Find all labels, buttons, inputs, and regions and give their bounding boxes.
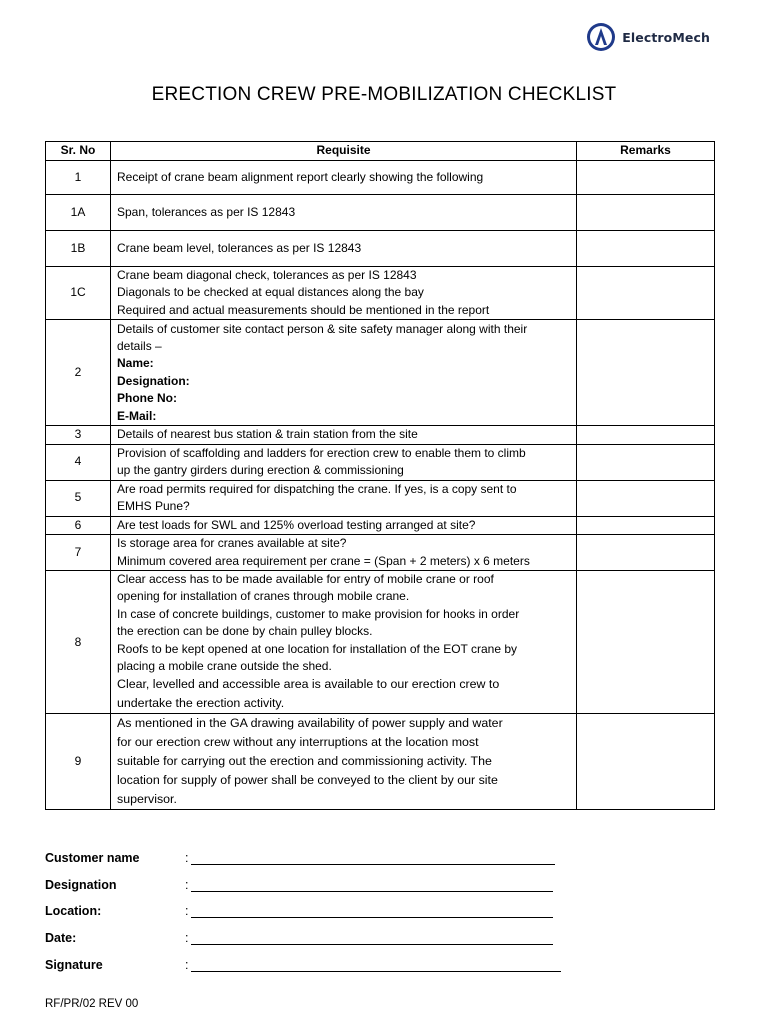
table-header-row — [46, 142, 715, 161]
requisite-line: location for supply of power shall be conveyed to the client by our site — [117, 773, 498, 788]
row-sr-no: 9 — [46, 714, 111, 810]
form-row — [45, 865, 561, 892]
brand-logo — [586, 22, 710, 52]
row-sr-no: 3 — [46, 426, 111, 444]
row-requisite — [111, 195, 577, 231]
page-title: ERECTION CREW PRE-MOBILIZATION CHECKLIST — [151, 84, 617, 105]
requisite-line: Clear, levelled and accessible area is available to our erection crew to — [117, 677, 500, 692]
row-requisite — [111, 267, 577, 320]
row-remarks-cell[interactable] — [577, 161, 715, 195]
row-remarks-cell[interactable] — [577, 516, 715, 534]
requisite-line: EMHS Pune? — [117, 499, 190, 514]
row-remarks-cell[interactable] — [577, 231, 715, 267]
row-remarks-cell[interactable] — [577, 320, 715, 426]
requisite-line: suitable for carrying out the erection and commissioning activity. The — [117, 754, 492, 769]
table-row — [46, 571, 715, 714]
table-row — [46, 195, 715, 231]
requisite-line: opening for installation of cranes through mobile crane. — [117, 589, 410, 604]
row-remarks-cell[interactable] — [577, 571, 715, 714]
table-row — [46, 426, 715, 444]
row-sr-no: 6 — [46, 516, 111, 534]
table-row — [46, 231, 715, 267]
row-requisite — [111, 426, 577, 444]
requisite-line: Crane beam level, tolerances as per IS 12843 — [117, 240, 362, 255]
requisite-line: Details of customer site contact person & site safety manager along with their — [117, 321, 528, 336]
requisite-line: undertake the erection activity. — [117, 696, 285, 711]
form-fill-line[interactable] — [191, 931, 553, 945]
requisite-line: Crane beam diagonal check, tolerances as per IS 12843 — [117, 268, 417, 282]
requisite-line: Are test loads for SWL and 125% overload testing arranged at site? — [117, 517, 476, 532]
row-remarks-cell[interactable] — [577, 535, 715, 571]
requisite-line: Minimum covered area requirement per crane = (Span + 2 meters) x 6 meters — [117, 553, 530, 568]
requisite-line: Span, tolerances as per IS 12843 — [117, 204, 296, 219]
row-sr-no: 4 — [46, 444, 111, 480]
row-remarks-cell[interactable] — [577, 267, 715, 320]
form-label: Date: — [45, 931, 77, 946]
requisite-line: Phone No: — [117, 391, 177, 406]
form-row — [45, 838, 561, 865]
form-row — [45, 918, 561, 945]
row-sr-no: 1A — [46, 195, 111, 231]
form-label: Designation — [45, 877, 117, 892]
form-colon: : — [185, 904, 189, 919]
row-requisite — [111, 480, 577, 516]
row-requisite — [111, 516, 577, 534]
form-colon: : — [185, 877, 189, 892]
form-colon: : — [185, 850, 189, 865]
checklist-table — [45, 141, 715, 810]
form-row — [45, 945, 561, 972]
requisite-line: supervisor. — [117, 792, 177, 807]
table-row — [46, 714, 715, 810]
row-sr-no: 1C — [46, 267, 111, 320]
row-requisite — [111, 231, 577, 267]
requisite-line: Receipt of crane beam alignment report clearly showing the following — [117, 169, 484, 184]
header-sr-no: Sr. No — [46, 142, 111, 161]
row-sr-no: 7 — [46, 535, 111, 571]
form-fill-line[interactable] — [191, 904, 553, 918]
requisite-line: the erection can be done by chain pulley blocks. — [117, 624, 373, 639]
row-remarks-cell[interactable] — [577, 480, 715, 516]
requisite-line: Are road permits required for dispatching the crane. If yes, is a copy sent to — [117, 481, 517, 496]
table-row — [46, 320, 715, 426]
form-label: Signature — [45, 957, 103, 972]
table-row — [46, 444, 715, 480]
requisite-line: Designation: — [117, 373, 190, 388]
requisite-line: E-Mail: — [117, 408, 157, 423]
requisite-line: Required and actual measurements should be mentioned in the report — [117, 302, 490, 317]
table-row — [46, 535, 715, 571]
electromech-logo-icon — [586, 22, 616, 52]
document-revision: RF/PR/02 REV 00 — [45, 998, 139, 1010]
row-remarks-cell[interactable] — [577, 444, 715, 480]
row-requisite — [111, 444, 577, 480]
form-colon: : — [185, 931, 189, 946]
table-row — [46, 267, 715, 320]
row-requisite — [111, 161, 577, 195]
table-row — [46, 161, 715, 195]
requisite-line: for our erection crew without any interruptions at the location most — [117, 735, 479, 750]
row-remarks-cell[interactable] — [577, 426, 715, 444]
table-row — [46, 480, 715, 516]
row-requisite — [111, 714, 577, 810]
requisite-line: In case of concrete buildings, customer to make provision for hooks in order — [117, 606, 520, 621]
row-remarks-cell[interactable] — [577, 714, 715, 810]
requisite-line: As mentioned in the GA drawing availability of power supply and water — [117, 716, 503, 731]
form-fill-line[interactable] — [191, 878, 553, 892]
requisite-line: Diagonals to be checked at equal distances along the bay — [117, 285, 424, 300]
table-row — [46, 516, 715, 534]
form-fill-line[interactable] — [191, 958, 561, 972]
header-remarks: Remarks — [577, 142, 715, 161]
requisite-line: details – — [117, 338, 162, 353]
requisite-line: Name: — [117, 356, 154, 371]
row-sr-no: 1B — [46, 231, 111, 267]
row-requisite — [111, 535, 577, 571]
form-label: Location: — [45, 904, 102, 919]
row-requisite — [111, 320, 577, 426]
row-remarks-cell[interactable] — [577, 195, 715, 231]
requisite-line: Clear access has to be made available for entry of mobile crane or roof — [117, 572, 494, 587]
row-sr-no: 2 — [46, 320, 111, 426]
requisite-line: Is storage area for cranes available at site? — [117, 536, 347, 551]
brand-name: ElectroMech — [622, 29, 710, 45]
form-colon: : — [185, 957, 189, 972]
row-sr-no: 1 — [46, 161, 111, 195]
form-row — [45, 892, 561, 919]
form-label: Customer name — [45, 850, 140, 865]
row-requisite — [111, 571, 577, 714]
requisite-line: placing a mobile crane outside the shed. — [117, 659, 332, 674]
requisite-line: Details of nearest bus station & train station from the site — [117, 427, 418, 442]
header-requisite: Requisite — [111, 142, 577, 161]
row-sr-no: 5 — [46, 480, 111, 516]
signoff-form — [45, 838, 561, 972]
row-sr-no: 8 — [46, 571, 111, 714]
requisite-line: Provision of scaffolding and ladders for erection crew to enable them to climb — [117, 445, 526, 460]
requisite-line: up the gantry girders during erection & commissioning — [117, 463, 404, 478]
form-fill-line[interactable] — [191, 851, 555, 865]
requisite-line: Roofs to be kept opened at one location for installation of the EOT crane by — [117, 641, 518, 656]
